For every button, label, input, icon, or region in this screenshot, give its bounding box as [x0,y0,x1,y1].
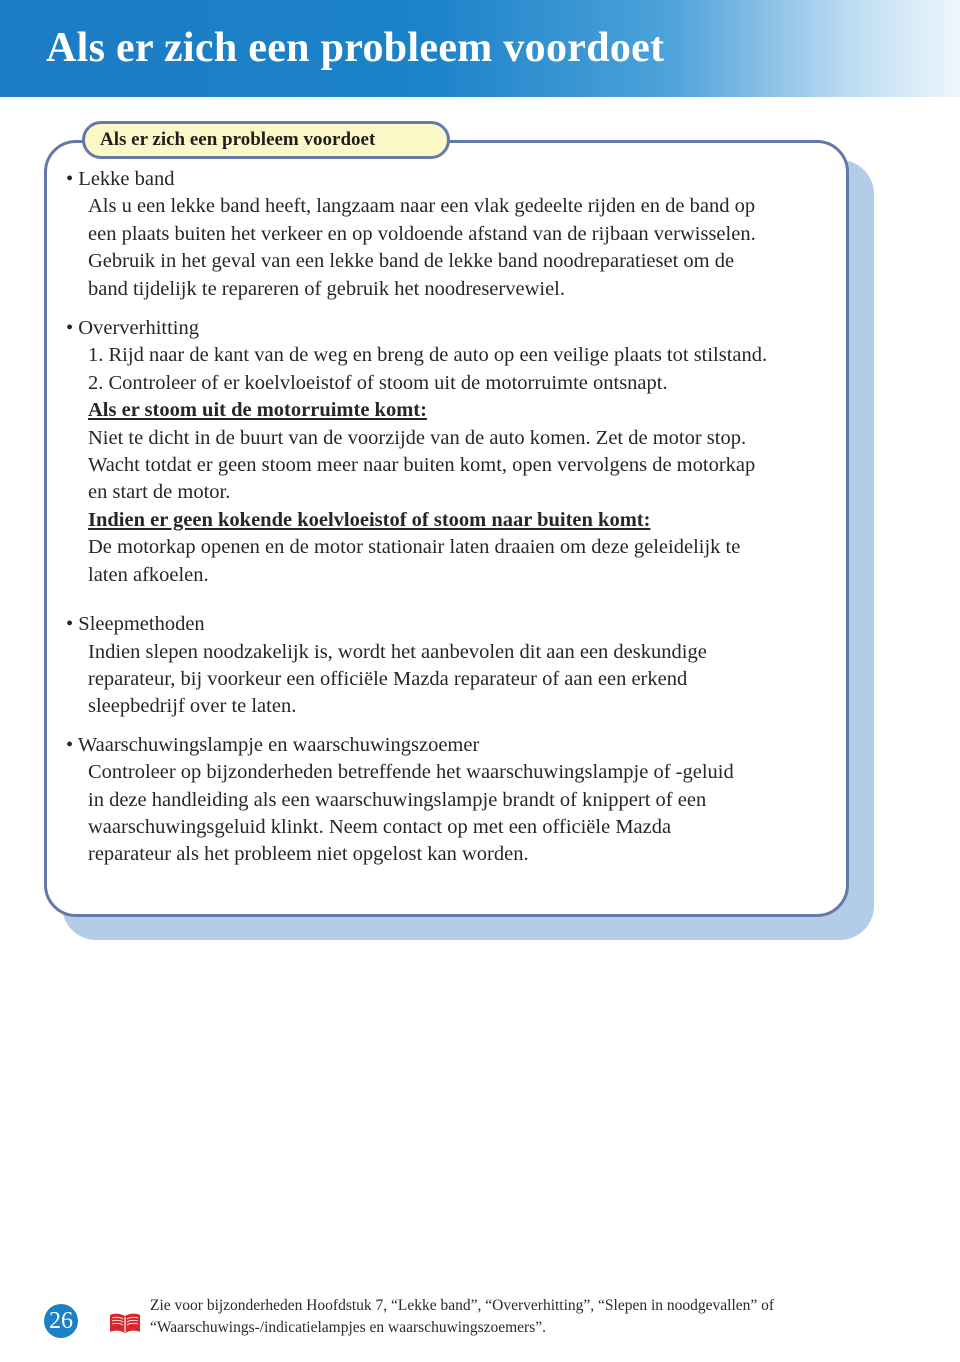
item-line: in deze handleiding als een waarschuwingslampje brandt of knippert of een [88,788,707,811]
footer-note-line: Zie voor bijzonderheden Hoofdstuk 7, “Lekke band”, “Oververhitting”, “Slepen in noodgevallen” of [150,1297,775,1314]
item-line: Indien slepen noodzakelijk is, wordt het aanbevolen dit aan een deskundige [88,640,707,663]
open-book-icon [109,1311,141,1335]
page-number: 26 [44,1304,78,1338]
item-line: reparateur als het probleem niet opgelost kan worden. [88,843,529,866]
step-line: 2. Controleer of er koelvloeistof of stoom uit de motorruimte ontsnapt. [88,371,668,394]
subheading-steam: Als er stoom uit de motorruimte komt: [88,399,427,422]
step-line: 1. Rijd naar de kant van de weg en breng de auto op een veilige plaats tot stilstand. [88,344,768,367]
item-line: Controleer op bijzonderheden betreffende het waarschuwingslampje of -geluid [88,761,734,784]
item-line: laten afkoelen. [88,563,209,586]
item-line: reparateur, bij voorkeur een officiële Mazda reparateur of aan een erkend [88,667,688,690]
item-line: sleepbedrijf over te laten. [88,695,297,718]
header-bar [0,0,960,97]
item-line: Wacht totdat er geen stoom meer naar buiten komt, open vervolgens de motorkap [88,454,756,477]
list-item-overheating [66,315,846,589]
item-line: Niet te dicht in de buurt van de voorzijde van de auto komen. Zet de motor stop. [88,426,747,449]
item-line: en start de motor. [88,481,231,504]
section-tab: Als er zich een probleem voordoet [82,121,450,159]
item-line: een plaats buiten het verkeer en op voldoende afstand van de rijbaan verwisselen. [88,222,756,245]
item-line: Gebruik in het geval van een lekke band de lekke band noodreparatieset om de [88,250,735,273]
footer-note-line: “Waarschuwings-/indicatielampjes en waarschuwingszoemers”. [150,1319,547,1336]
item-title: • Waarschuwingslampje en waarschuwingszoemer [66,733,480,756]
list-item-flat-tire [66,166,846,303]
item-line: waarschuwingsgeluid klinkt. Neem contact op met een officiële Mazda [88,815,672,838]
item-line: band tijdelijk te repareren of gebruik het noodreservewiel. [88,277,566,300]
page-title: Als er zich een probleem voordoet [46,25,665,71]
item-title: • Lekke band [66,168,175,190]
item-body [66,342,846,589]
list-item-warning-lights [66,732,846,869]
item-body [66,759,846,869]
item-title: • Oververhitting [66,317,199,340]
item-title: • Sleepmethoden [66,613,205,636]
item-body [66,639,846,721]
subheading-no-steam: Indien er geen kokende koelvloeistof of stoom naar buiten komt: [88,508,651,531]
list-item-towing [66,611,846,721]
footer-reference-note [150,1295,930,1339]
item-line: Als u een lekke band heeft, langzaam naar een vlak gedeelte rijden en de band op [88,195,756,218]
item-body [66,193,846,303]
panel-content [66,166,846,869]
item-line: De motorkap openen en de motor stationair laten draaien om deze geleidelijk te [88,536,741,559]
